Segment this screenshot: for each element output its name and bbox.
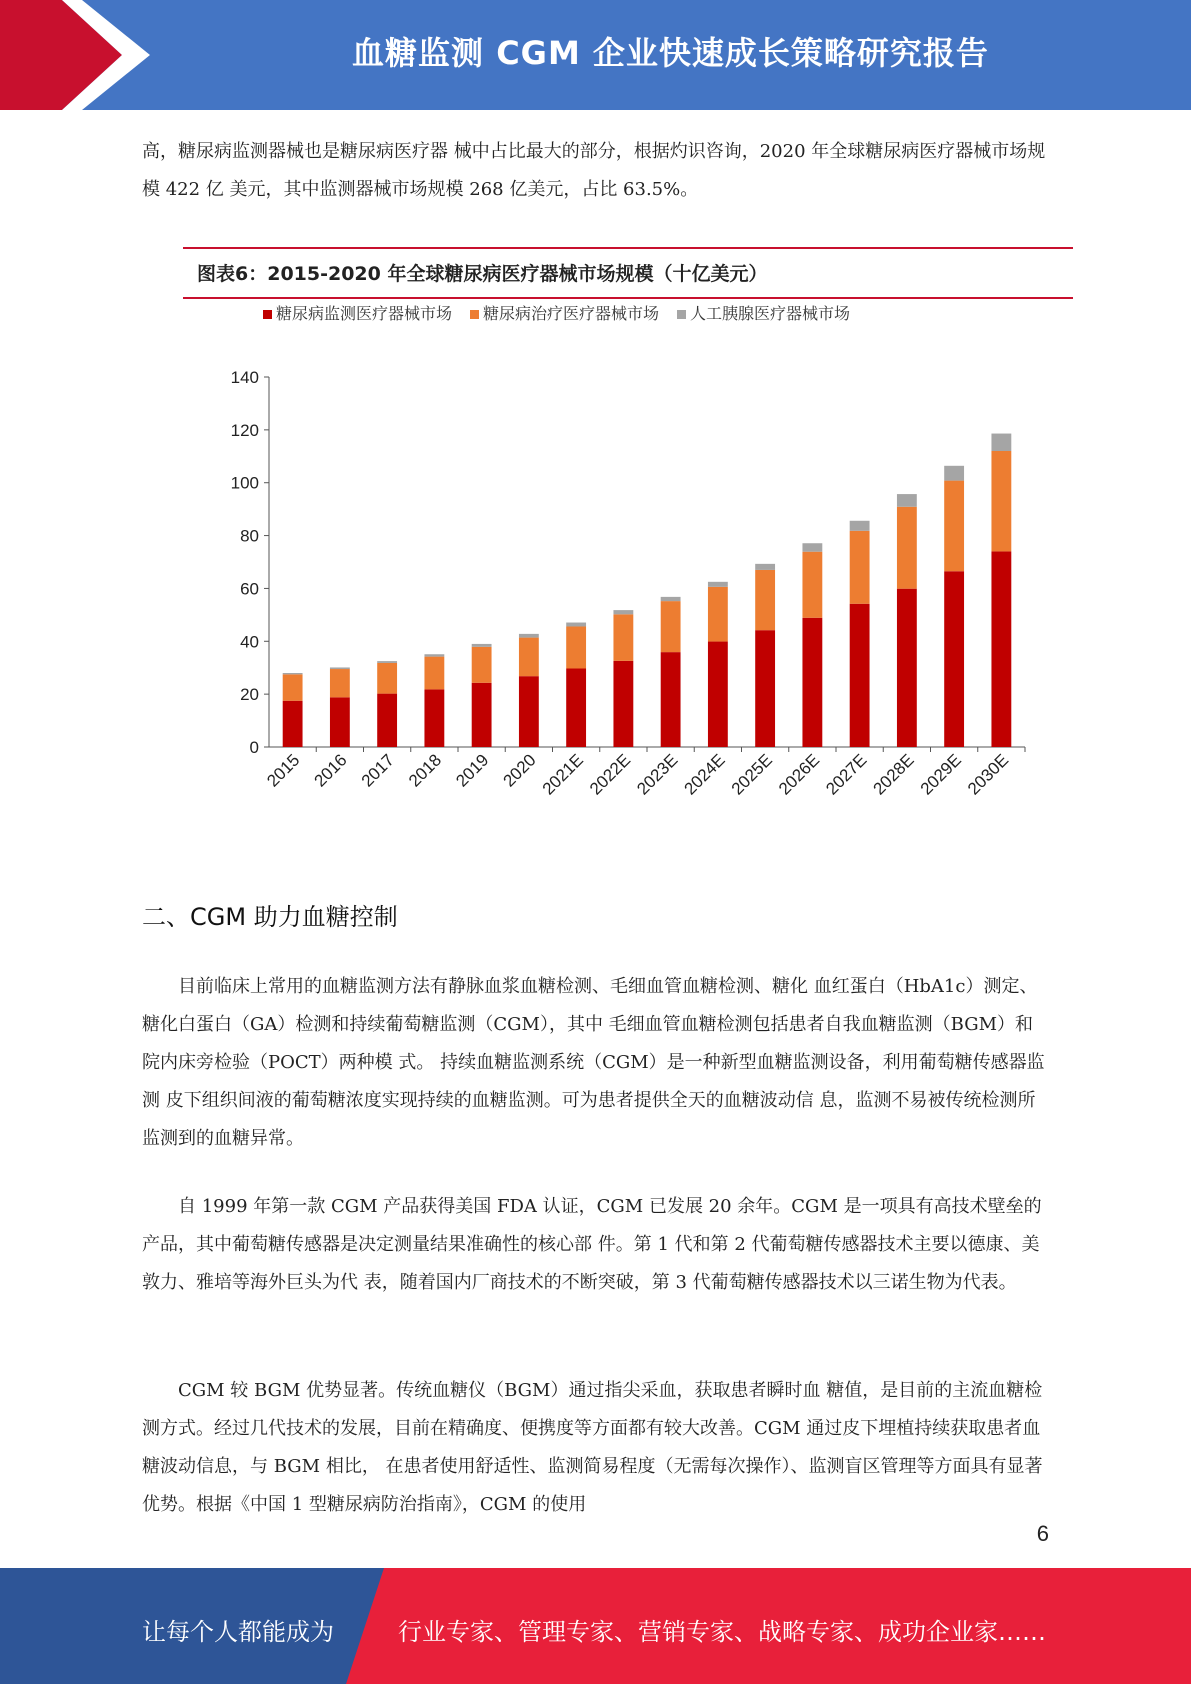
bar-2015-series-2 xyxy=(283,673,303,674)
y-tick-label-5: 100 xyxy=(230,473,259,493)
bar-2024E-series-2 xyxy=(708,582,728,587)
bar-2022E-series-2 xyxy=(613,610,633,614)
bar-2027E-series-2 xyxy=(850,521,870,531)
bar-2030E-series-2 xyxy=(991,434,1011,451)
bar-2027E-series-0 xyxy=(850,604,870,747)
y-tick-label-7: 140 xyxy=(230,368,259,387)
x-tick-label-5: 2020 xyxy=(499,750,540,791)
bar-2029E-series-1 xyxy=(944,481,964,572)
x-tick-label-9: 2024E xyxy=(680,750,729,799)
bar-2019-series-1 xyxy=(472,647,492,683)
report-title: 血糖监测 CGM 企业快速成长策略研究报告 xyxy=(352,34,989,72)
paragraph-3: CGM 较 BGM 优势显著。传统血糖仪（BGM）通过指尖采血，获取患者瞬时血 糖值，是目前的主流血糖检测方式。经过几代技术的发展，目前在精确度、便携度等方面都有较大改善。CGM 通过皮下埋植持续获取患者血糖波动信息，与 BGM 相比， 在患者使用舒适性、监测简易程度（无需每次操作）、监测盲区管理等方面具有显著 优势。根据《中国 1 型糖尿病防治指南》，CGM 的使用 xyxy=(142,1380,1043,1515)
bar-2021E-series-1 xyxy=(566,626,586,668)
bar-2019-series-2 xyxy=(472,644,492,647)
x-tick-label-11: 2026E xyxy=(774,750,824,799)
bar-2016-series-2 xyxy=(330,667,350,669)
legend-label-0: 糖尿病监测医疗器械市场 xyxy=(276,304,453,323)
bar-2018-series-1 xyxy=(424,657,444,690)
bar-2022E-series-0 xyxy=(613,661,633,747)
y-tick-label-0: 0 xyxy=(249,738,259,757)
bar-2029E-series-0 xyxy=(944,571,964,747)
bar-2024E-series-0 xyxy=(708,642,728,747)
legend-swatch-1 xyxy=(470,310,479,319)
bar-2015-series-0 xyxy=(283,701,303,747)
x-tick-label-7: 2022E xyxy=(585,750,635,799)
bar-2026E-series-1 xyxy=(802,552,822,618)
page-number: 6 xyxy=(1036,1521,1049,1546)
x-tick-label-14: 2029E xyxy=(916,750,965,799)
bar-2021E-series-0 xyxy=(566,669,586,747)
bar-2026E-series-2 xyxy=(802,543,822,551)
bar-2028E-series-2 xyxy=(897,494,917,507)
bar-2027E-series-1 xyxy=(850,531,870,604)
intro-paragraph: 高，糖尿病监测器械也是糖尿病医疗器 械中占比最大的部分，根据灼识咨询，2020 年全球糖尿病医疗器械市场规模 422 亿 美元，其中监测器械市场规模 268 亿美元，占比 63.5%。 xyxy=(142,141,1046,200)
legend-swatch-2 xyxy=(677,310,686,319)
bar-2022E-series-1 xyxy=(613,614,633,661)
bar-2020-series-0 xyxy=(519,676,539,747)
x-tick-label-4: 2019 xyxy=(452,750,493,791)
page-header xyxy=(0,0,1191,110)
legend-swatch-0 xyxy=(263,310,272,319)
bar-2025E-series-2 xyxy=(755,564,775,570)
x-tick-label-6: 2021E xyxy=(538,750,587,799)
y-tick-label-4: 80 xyxy=(240,526,259,546)
bar-2024E-series-1 xyxy=(708,587,728,642)
y-tick-label-2: 40 xyxy=(240,632,259,652)
legend-label-2: 人工胰腺医疗器械市场 xyxy=(690,304,851,323)
bar-2029E-series-2 xyxy=(944,466,964,481)
x-tick-label-8: 2023E xyxy=(633,750,682,799)
bar-2023E-series-0 xyxy=(661,652,681,747)
bar-2030E-series-1 xyxy=(991,451,1011,551)
x-tick-label-1: 2016 xyxy=(310,750,351,791)
bar-2016-series-1 xyxy=(330,669,350,697)
bar-2020-series-2 xyxy=(519,634,539,638)
bar-2023E-series-2 xyxy=(661,597,681,601)
bar-2021E-series-2 xyxy=(566,623,586,627)
bar-2019-series-0 xyxy=(472,683,492,747)
figure-title: 图表6：2015-2020 年全球糖尿病医疗器械市场规模（十亿美元） xyxy=(197,263,768,285)
bar-2018-series-2 xyxy=(424,654,444,656)
legend-label-1: 糖尿病治疗医疗器械市场 xyxy=(483,304,660,323)
bar-2028E-series-0 xyxy=(897,589,917,747)
figure-title-bar xyxy=(183,247,1073,299)
bar-2025E-series-0 xyxy=(755,630,775,747)
footer-slogan-right: 行业专家、管理专家、营销专家、战略专家、成功企业家…… xyxy=(398,1618,1046,1646)
y-tick-label-1: 20 xyxy=(240,685,259,705)
x-tick-label-13: 2028E xyxy=(869,750,918,799)
x-tick-label-3: 2018 xyxy=(405,750,446,791)
bar-2017-series-2 xyxy=(377,661,397,663)
bar-2025E-series-1 xyxy=(755,570,775,630)
footer-slogan-left: 让每个人都能成为 xyxy=(142,1618,334,1646)
y-tick-label-6: 120 xyxy=(230,420,259,440)
bar-2030E-series-0 xyxy=(991,551,1011,747)
section-heading: 二、CGM 助力血糖控制 xyxy=(142,903,398,931)
bar-2017-series-1 xyxy=(377,663,397,694)
bar-2020-series-1 xyxy=(519,638,539,677)
bar-2023E-series-1 xyxy=(661,601,681,652)
x-tick-label-15: 2030E xyxy=(963,750,1013,799)
bar-2016-series-0 xyxy=(330,697,350,747)
x-tick-label-10: 2025E xyxy=(727,750,776,799)
bar-2015-series-1 xyxy=(283,674,303,700)
stacked-bar-chart xyxy=(183,299,1073,847)
paragraph-2: 自 1999 年第一款 CGM 产品获得美国 FDA 认证，CGM 已发展 20 余年。CGM 是一项具有高技术壁垒的产品，其中葡萄糖传感器是决定测量结果准确性的核心部 件。第 1 代和第 2 代葡萄糖传感器技术主要以德康、美敦力、雅培等海外巨头为代 表，随着国内厂商技术的不断突破，第 3 代葡萄糖传感器技术以三诺生物为代表。 xyxy=(142,1196,1042,1293)
y-tick-label-3: 60 xyxy=(240,579,259,599)
x-tick-label-2: 2017 xyxy=(357,750,398,791)
bar-2018-series-0 xyxy=(424,689,444,747)
x-tick-label-0: 2015 xyxy=(263,750,304,791)
bar-2028E-series-1 xyxy=(897,507,917,589)
x-tick-label-12: 2027E xyxy=(822,750,871,799)
paragraph-1: 目前临床上常用的血糖监测方法有静脉血浆血糖检测、毛细血管血糖检测、糖化 血红蛋白（HbA1c）测定、糖化白蛋白（GA）检测和持续葡萄糖监测（CGM），其中 毛细血管血糖检测包括患者自我血糖监测（BGM）和院内床旁检验（POCT）两种模 式。 持续血糖监测系统（CGM）是一种新型血糖监测设备，利用葡萄糖传感器监测 皮下组织间液的葡萄糖浓度实现持续的血糖监测。可为患者提供全天的血糖波动信 息，监测不易被传统检测所监测到的血糖异常。 xyxy=(142,976,1045,1149)
figure-6 xyxy=(183,247,1073,847)
bar-2017-series-0 xyxy=(377,694,397,747)
bar-2026E-series-0 xyxy=(802,618,822,747)
